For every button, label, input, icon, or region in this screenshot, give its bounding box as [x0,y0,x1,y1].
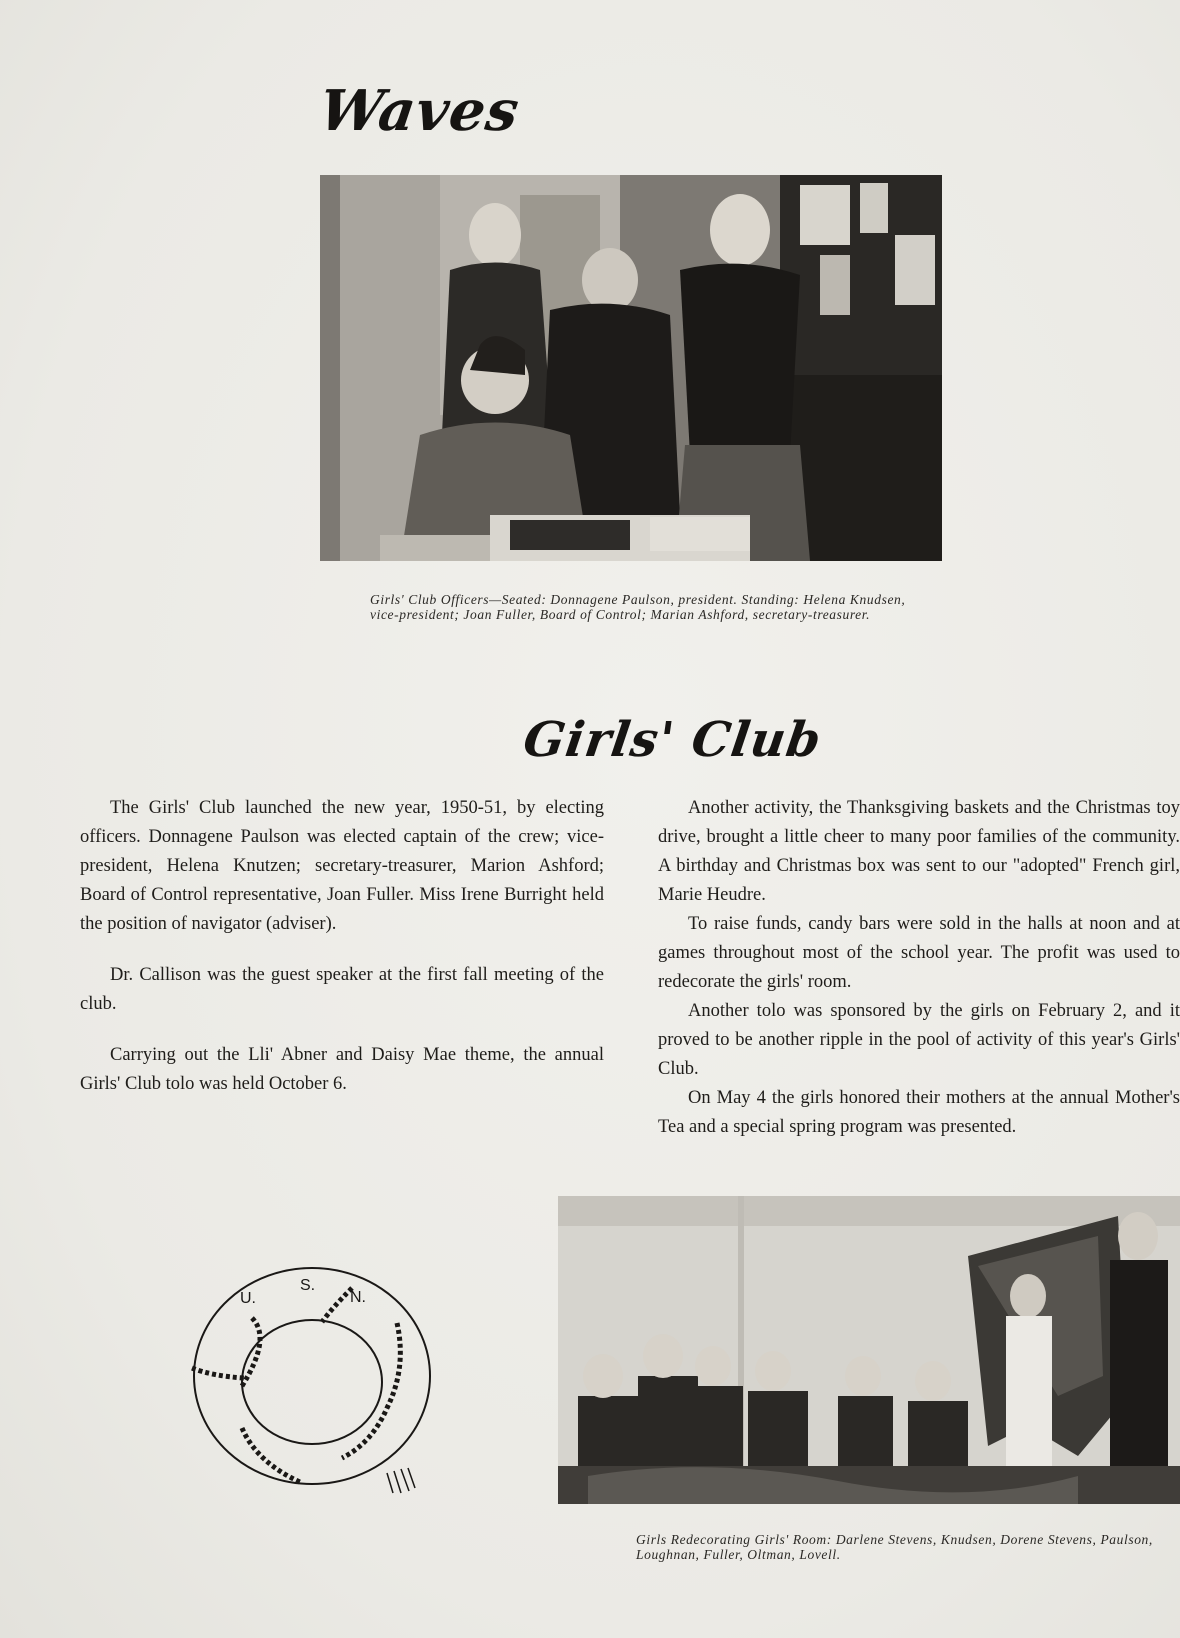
section-title-girls-club: Girls' Club [520,712,826,768]
redecorating-photo-caption: Girls Redecorating Girls' Room: Darlene Stevens, Knudsen, Dorene Stevens, Paulson, Loughnan, Fuller, Oltman, Lovell. [636,1532,1153,1562]
article-paragraph: Dr. Callison was the guest speaker at the first fall meeting of the club. [80,965,604,1014]
redecorating-photo-scene [558,1196,1180,1504]
officers-photo-caption: Girls' Club Officers—Seated: Donnagene Paulson, president. Standing: Helena Knudsen, vice-president; Joan Fuller, Board of Control; Marian Ashford, secretary-treasurer. [370,592,906,622]
article-paragraph: Carrying out the Lli' Abner and Daisy Mae theme, the annual Girls' Club tolo was held October 6. [80,1045,604,1094]
article-paragraph: To raise funds, candy bars were sold in the halls at noon and at games throughout most of the school year. The profit was used to redecorate the girls' room. [658,914,1180,992]
article-paragraph: Another tolo was sponsored by the girls on February 2, and it proved to be another ripple in the pool of activity of this year's Girls' Club. [658,1001,1180,1079]
lifering-label-u: U. [240,1290,256,1307]
article-column-left [80,794,604,1121]
article-paragraph: Another activity, the Thanksgiving baskets and the Christmas toy drive, brought a little cheer to many poor families of the community. A birthday and Christmas box was sent to our "adopted" French girl, Marie Heudre. [658,798,1180,905]
rope-segment [192,1368,244,1378]
lifering-label-s: S. [300,1277,316,1294]
article-column-right [658,794,1180,1142]
rope-segment [342,1323,400,1458]
lifering-label-n: N. [350,1289,366,1306]
life-ring-illustration [182,1258,462,1508]
redecorating-photo [558,1196,1180,1504]
section-title-waves: Waves [315,78,524,144]
rope-segment [322,1288,352,1322]
officers-photo-scene [320,175,942,561]
rope-segment [242,1428,302,1483]
article-paragraph: The Girls' Club launched the new year, 1950-51, by electing officers. Donnagene Paulson was elected captain of the crew; vice-president, Helena Knutzen; secretary-treasurer, Marion Ashford; Board of Control representative, Joan Fuller. Miss Irene Burright held the position of navigator (adviser). [80,798,604,934]
article-paragraph: On May 4 the girls honored their mothers at the annual Mother's Tea and a special spring program was presented. [658,1088,1180,1137]
officers-photo [320,175,942,561]
